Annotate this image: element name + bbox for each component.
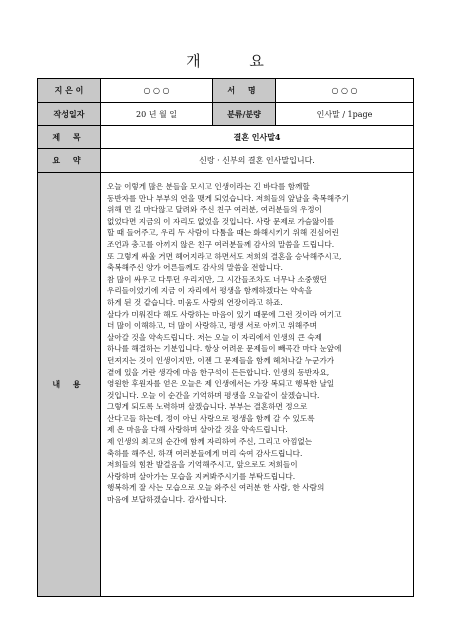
content-text: 오늘 이렇게 많은 분들을 모시고 인생이라는 긴 바다를 함께할 동반자를 만나 부부의 연을 맺게 되었습니다. 저희들의 앞날을 축복해주기 위해 먼 길 마다않고 달려와 주신 친구 여러분, 여러분들의 우정이 없었다면 지금의 이 자리도 없었을 것입니다. 사랑 문제로 가슴앓이를 할 때 들어주고, 우리 두 사람이 다툼을 때는 화해시키기 위해 진심어린 조언과 충고를 아끼지 않은 친구 여러분들께 감사의 말씀을 드립니다. 또 그렇게 싸울 거면 헤어지라고 하면서도 저희의 결혼을 승낙해주시고, 축복해주신 양가 어른들께도 감사의 말씀을 전합니다. 참 많이 싸우고 다투던 우리지만, 그 시간들조차도 너무나 소중했던 우리들이었기에 지금 이 자리에서 평생을 함께하겠다는 약속을 하게 된 것 같습니다. 미움도 사랑의 연장이라고 하죠. 살다가 미워진다 해도 사랑하는 마음이 있기 때문에 그런 것이라 여기고 더 많이 이해하고, 더 많이 사랑하고, 평생 서로 아끼고 위해주며 살아갈 것을 약속드립니다. 저는 오늘 이 자리에서 인생의 큰 숙제 하나를 해결하는 기분입니다. 항상 어려운 문제들이 빼곡간 마다 눈앞에 던져지는 것이 인생이지만, 이젠 그 문제들을 함께 헤쳐나갈 누군가가 곁에 있을 거란 생각에 마음 한구석이 든든합니다. 인생의 동반자요, 영원한 후원자를 얻은 오늘은 제 인생에서는 가장 복되고 행복한 날일 것입니다. 오늘 이 순간을 기억하며 평생을 오늘같이 살겠습니다. 그렇게 되도록 노력하며 살겠습니다. 부부는 결혼하면 정으로 산다고들 하는데, 정이 아닌 사랑으로 평생을 함께 갈 수 있도록 제 온 마음을 다해 사랑하며 살아갈 것을 약속드립니다. 제 인생의 최고의 순간에 함께 자리하여 주신, 그리고 아낌없는 축하를 해주신, 하객 여러분들에게 머리 숙여 감사드립니다. 저희들의 힘찬 발걸음을 기억해주시고, 앞으로도 저희들이 사랑하며 살아가는 모습을 지켜봐주시기를 부탁드립니다. 행복하게 잘 사는 모습으로 오늘 와주신 여러분 한 사람, 한 사람의 마음에 보답하겠습니다. 감사합니다. <box>107 182 349 505</box>
document-form-table <box>37 78 414 597</box>
category-value: 인사말 / 1page <box>276 103 414 126</box>
document-heading: 개 요 <box>186 52 286 70</box>
date-value: 20 년 월 일 <box>101 103 213 126</box>
subject-row <box>38 126 414 149</box>
subject-value: 결혼 인사말4 <box>101 126 414 149</box>
author-row <box>38 79 414 103</box>
signature-label: 서 명 <box>213 79 276 103</box>
summary-value: 신랑 · 신부의 결혼 인사말입니다. <box>101 149 414 173</box>
category-label: 분류/분량 <box>213 103 276 126</box>
summary-label: 요 약 <box>38 149 101 173</box>
author-value: ○ ○ ○ <box>101 79 213 103</box>
signature-value: ○ ○ ○ <box>276 79 414 103</box>
content-label: 내 용 <box>38 173 101 597</box>
date-label: 작성일자 <box>38 103 101 126</box>
author-label: 지 은 이 <box>38 79 101 103</box>
subject-label: 제 목 <box>38 126 101 149</box>
content-cell <box>101 173 414 597</box>
date-row <box>38 103 414 126</box>
content-row <box>38 173 414 597</box>
summary-row <box>38 149 414 173</box>
